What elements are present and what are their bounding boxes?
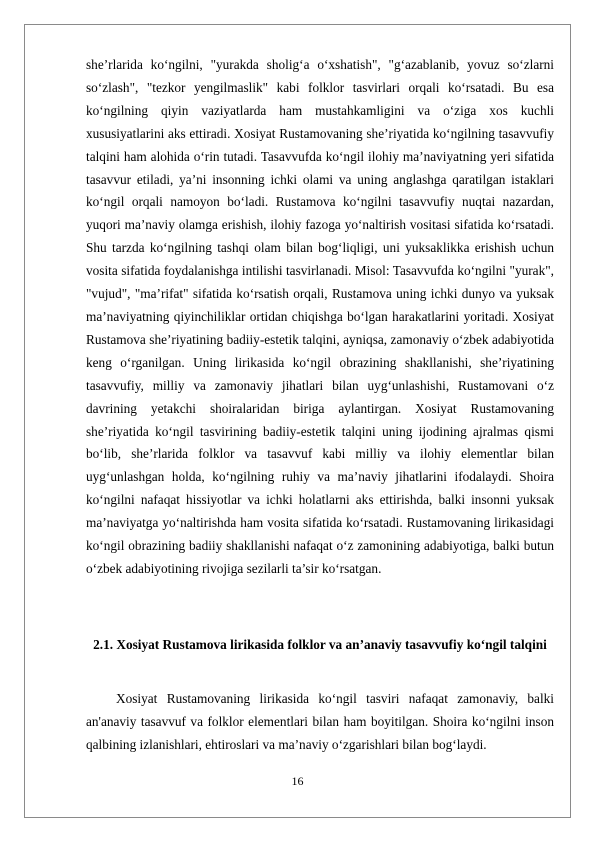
body-paragraph-2: Xosiyat Rustamovaning lirikasida ko‘ngil tasviri nafaqat zamonaviy, balki an'anaviy tasavvuf va folklor elementlari bilan ham boyitilgan. Shoira ko‘ngilni inson qalbining izlanishlari, ehtiroslari va ma’naviy o‘zgarishlari bilan bog‘laydi. <box>86 691 554 752</box>
section-heading: 2.1. Xosiyat Rustamova lirikasida folklor va an’anaviy tasavvufiy ko‘ngil talqini <box>93 637 547 652</box>
page-number: 16 <box>291 774 304 788</box>
body-paragraph: she’rlarida ko‘ngilni, "yurakda sholig‘a o‘xshatish", "g‘azablanib, yovuz so‘zlarni so‘zlash", "tezkor yengilmaslik" kabi folklor tasvirlari orqali ko‘rsatadi. Bu esa ko‘ngilning qiyin vaziyatlarda ham mustahkamligini va o‘ziga xos kuchli xususiyatlarini aks ettiradi. Xosiyat Rustamovaning she’riyatida ko‘ngilning tasavvufiy talqini ham alohida o‘rin tutadi. Tasavvufda ko‘ngil ilohiy ma’naviyatning yeri sifatida tasavvur etiladi, ya’ni insonning ichki olami va uning anglashga qaratilgan istaklari ko‘ngil orqali namoyon bo‘ladi. Rustamova ko‘ngilni tasavvufiy nuqtai nazardan, yuqori ma’naviy olamga erishish, ilohiy fazoga yo‘naltirish vositasi sifatida ko‘rsatadi. Shu tarzda ko‘ngilning tashqi olam bilan bog‘liqligi, uni yuksaklikka erishish uchun vosita sifatida foydalanishga intilishi tasvirlanadi. Misol: Tasavvufda ko‘ngilni "yurak", "vujud", "ma’rifat" sifatida ko‘rsatish orqali, Rustamova uning ichki dunyo va yuksak ma’naviyatning qiyinchiliklar ortidan chiqishga bo‘lgan harakatlarini yoritadi. Xosiyat Rustamova she’riyatining badiiy-estetik talqini, ayniqsa, zamonaviy o‘zbek adabiyotida keng o‘rganilgan. Uning lirikasida ko‘ngil obrazining shakllanishi, she’riyatining tasavvufiy, milliy va zamonaviy jihatlari bilan uyg‘unlashishi, Rustamovani o‘z davrining yetakchi shoiralaridan biriga aylantirgan. Xosiyat Rustamovaning she’riyatida ko‘ngil tasvirining badiiy-estetik talqini uning ijodining ajralmas qismi bo‘lib, she’rlarida folklor va tasavvuf kabi milliy va ilohiy elementlar bilan uyg‘unlashgan holda, ko‘ngilning ruhiy va ma’naviy jihatlarini ifodalaydi. Shoira ko‘ngilni nafaqat hissiyotlar va ichki holatlarni aks ettirishda, balki insonni yuksak ma’naviyatga yo‘naltirishda ham vosita sifatida ko‘rsatadi. Rustamovaning lirikasidagi ko‘ngil obrazining badiiy shakllanishi nafaqat o‘z zamonining adabiyotiga, balki butun o‘zbek adabiyotining rivojiga sezilarli ta’sir ko‘rsatgan. <box>86 57 554 576</box>
